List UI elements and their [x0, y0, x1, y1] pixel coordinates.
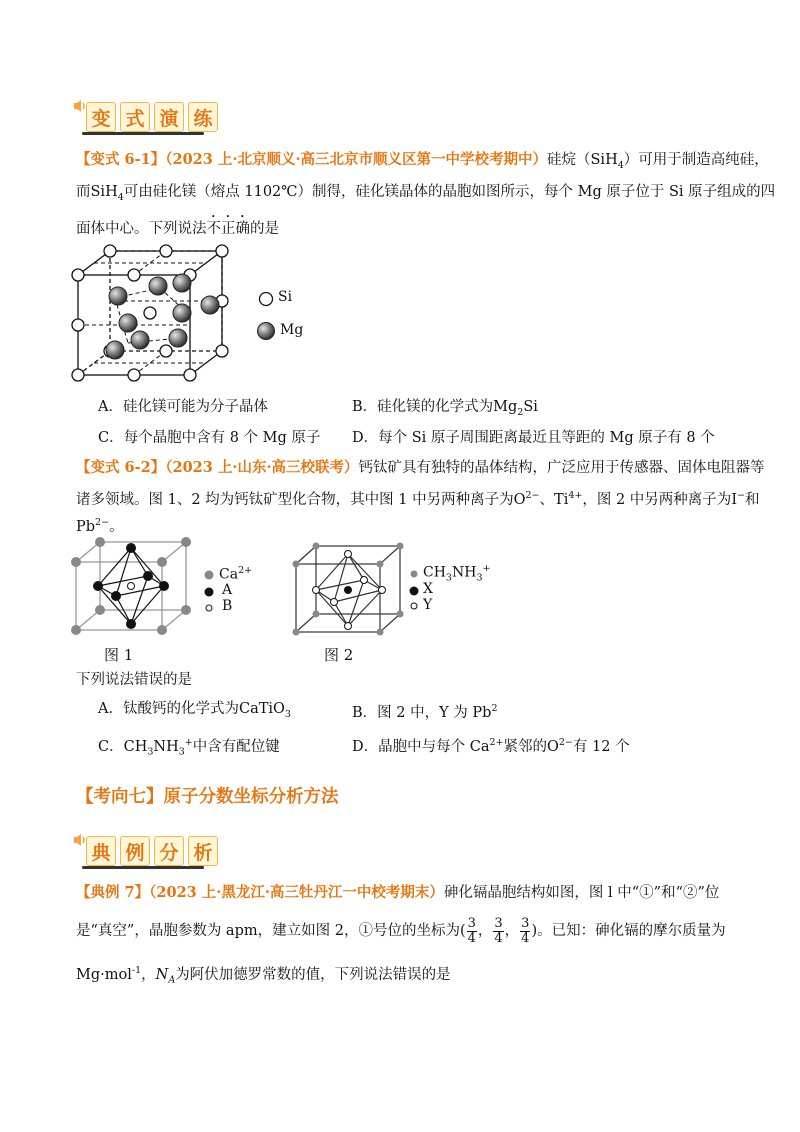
banner-char: 变 [86, 102, 116, 132]
q62-option-a [98, 699, 291, 725]
separator: ， [477, 923, 493, 939]
mg-legend-marker [256, 321, 276, 341]
ex7-line3 [76, 961, 451, 991]
si-formula: Si [523, 399, 538, 415]
numerator: 3 [521, 915, 530, 931]
q61-text: 而 [76, 184, 91, 200]
q61-text: 硅烷（ [547, 152, 591, 168]
b-legend-marker [205, 604, 213, 612]
ca-legend-marker [204, 570, 214, 580]
denominator: 4 [494, 930, 503, 946]
ex7-line2 [76, 914, 726, 948]
ex7-text: Mg·mol [76, 966, 132, 983]
y-legend-marker [410, 602, 418, 610]
superscript: 2+ [238, 565, 253, 576]
q62-text: 和 [745, 491, 760, 508]
legend-b-label: B [222, 598, 233, 614]
catio3-formula: CaTiO [238, 701, 285, 717]
q61-text: ）可用于制造高纯硅， [623, 152, 769, 168]
q62-tag: 【变式 6-2】 [76, 459, 166, 476]
ex7-text: 是“真空”，晶胞参数为 apm，建立如图 2，①号位的坐标为( [76, 923, 466, 939]
banner-char: 典 [86, 836, 116, 866]
superscript: 4+ [568, 490, 583, 501]
iodide-ion: I [731, 491, 738, 508]
subscript: 3 [178, 746, 185, 758]
oxide-ion: O [513, 491, 526, 508]
superscript: + [184, 737, 193, 748]
avogadro-symbol: N [155, 966, 169, 983]
legend-ca-label [219, 565, 252, 583]
legend-text: CH [423, 564, 446, 581]
option-text: B．硅化镁的化学式为 [352, 399, 494, 415]
fraction [493, 917, 503, 946]
silane-formula: SiH [90, 184, 118, 200]
q62-line2 [76, 486, 760, 510]
q62-text: 诸多领域。图 1、2 均为钙钛矿型化合物，其中图 1 中另两种离子为 [76, 491, 514, 508]
separator: ， [504, 923, 520, 939]
perovskite-figure-2 [290, 540, 410, 640]
option-text: A．钛酸钙的化学式为 [98, 701, 239, 717]
superscript: 2 [491, 703, 498, 714]
q62-line1 [76, 458, 765, 478]
banner-example-analysis [72, 832, 222, 872]
subscript: 3 [445, 572, 452, 584]
silane-formula: SiH [590, 152, 618, 168]
option-text: 中含有配位键 [192, 738, 280, 755]
emphasis-text: 不正确 [206, 221, 250, 237]
legend-ch3nh3-label [423, 563, 490, 583]
banner-underline [82, 132, 204, 135]
banner-char: 析 [188, 836, 218, 866]
legend-text: Ca [219, 566, 239, 583]
fraction [520, 917, 530, 946]
denominator: 4 [521, 930, 530, 946]
banner-variant-practice [72, 98, 222, 138]
x-legend-marker [409, 586, 419, 596]
subscript: 2 [517, 406, 524, 418]
q62-text: ，图 2 中另两种离子为 [582, 491, 732, 508]
superscript: 2− [95, 517, 110, 528]
banner-char: 式 [120, 102, 150, 132]
banner-char: 例 [120, 836, 150, 866]
q61-option-c: C．每个晶胞中含有 8 个 Mg 原子 [98, 430, 321, 446]
formula-text: CH [123, 738, 148, 755]
superscript: 2− [525, 490, 540, 501]
superscript: + [482, 563, 491, 574]
q61-option-b [352, 397, 538, 423]
numerator: 3 [467, 915, 476, 931]
ex7-line1 [76, 883, 719, 903]
option-text: D．晶胞中与每个 Ca [352, 738, 490, 755]
superscript: -1 [131, 965, 142, 976]
mg2si-unit-cell-figure [70, 243, 240, 388]
subscript: 3 [284, 708, 291, 720]
legend-mg-label: Mg [280, 322, 304, 338]
lead-ion: Pb [76, 518, 96, 535]
si-legend-marker [258, 291, 274, 307]
ex7-text: )。已知：砷化镉的摩尔质量为 [531, 923, 726, 939]
legend-si-label: Si [278, 289, 293, 305]
titanium-ion: Ti [554, 491, 569, 508]
superscript: 2+ [489, 737, 504, 748]
q61-line2 [76, 182, 775, 208]
ch3nh3-legend-marker [410, 570, 418, 578]
q61-line1 [76, 150, 769, 176]
option-text: C． [98, 738, 124, 755]
option-text: B．图 2 中，Y 为 Pb [352, 704, 492, 721]
q61-line3 [76, 213, 279, 239]
subscript: 4 [617, 159, 624, 171]
numerator: 3 [494, 915, 503, 931]
legend-text: NH [451, 564, 477, 581]
banner-char: 分 [154, 836, 184, 866]
denominator: 4 [467, 930, 476, 946]
ex7-text: ， [141, 966, 156, 983]
separator: 、 [539, 491, 555, 508]
ex7-tag: 【典例 7】 [76, 884, 150, 901]
ex7-source: （2023 上·黑龙江·高三牡丹江一中校考期末） [149, 884, 444, 901]
legend-a-label: A [222, 582, 233, 598]
q61-text: 的是 [250, 221, 279, 237]
legend-y-label: Y [423, 597, 433, 613]
q61-option-a: A．硅化镁可能为分子晶体 [98, 399, 268, 415]
q61-source: （2023 上·北京顺义·高三北京市顺义区第一中学校考期中） [165, 151, 547, 168]
subscript: 3 [476, 572, 483, 584]
subscript: 4 [117, 191, 124, 203]
a-legend-marker [204, 587, 214, 597]
oxide-ion: O [547, 738, 559, 755]
option-text: 有 12 个 [572, 738, 630, 755]
q62-text: 。 [109, 518, 124, 535]
section-heading: 【考向七】原子分数坐标分析方法 [76, 787, 339, 807]
subscript: A [168, 974, 176, 986]
perovskite-figure-1 [68, 534, 198, 639]
formula-text: NH [153, 738, 179, 755]
ex7-text: 砷化镉晶胞结构如图，图 l 中“①”和“②”位 [443, 885, 720, 901]
banner-char: 演 [154, 102, 184, 132]
ex7-text: 为阿伏加德罗常数的值，下列说法错误的是 [175, 966, 451, 983]
banner-char: 练 [188, 102, 218, 132]
banner-underline [82, 866, 204, 869]
subscript: 3 [147, 746, 154, 758]
q62-option-b [352, 699, 497, 723]
fraction [467, 917, 477, 946]
superscript: − [737, 490, 746, 501]
q62-source: （2023 上·山东·高三校联考） [165, 459, 359, 476]
q61-tag: 【变式 6-1】 [76, 151, 166, 168]
legend-x-label: X [423, 581, 433, 597]
option-text: 紧邻的 [503, 738, 547, 755]
q61-text: 面体中心。下列说法 [76, 221, 207, 237]
q62-option-d [352, 733, 630, 757]
q62-stem: 下列说法错误的是 [76, 672, 192, 688]
superscript: 2− [558, 737, 573, 748]
figure-2-caption: 图 2 [324, 646, 354, 664]
q62-text: 钙钛矿具有独特的晶体结构，广泛应用于传感器、固体电阻器等 [358, 460, 765, 476]
q61-text: 可由硅化镁（熔点 1102℃）制得，硅化镁晶体的晶胞如图所示，每个 Mg 原子位于 Si 原子组成的四 [123, 184, 776, 200]
q61-option-d: D．每个 Si 原子周围距离最近且等距的 Mg 原子有 8 个 [352, 430, 715, 446]
mg-formula: Mg [493, 399, 518, 415]
q62-option-c [98, 733, 280, 763]
figure-1-caption: 图 1 [104, 646, 134, 664]
